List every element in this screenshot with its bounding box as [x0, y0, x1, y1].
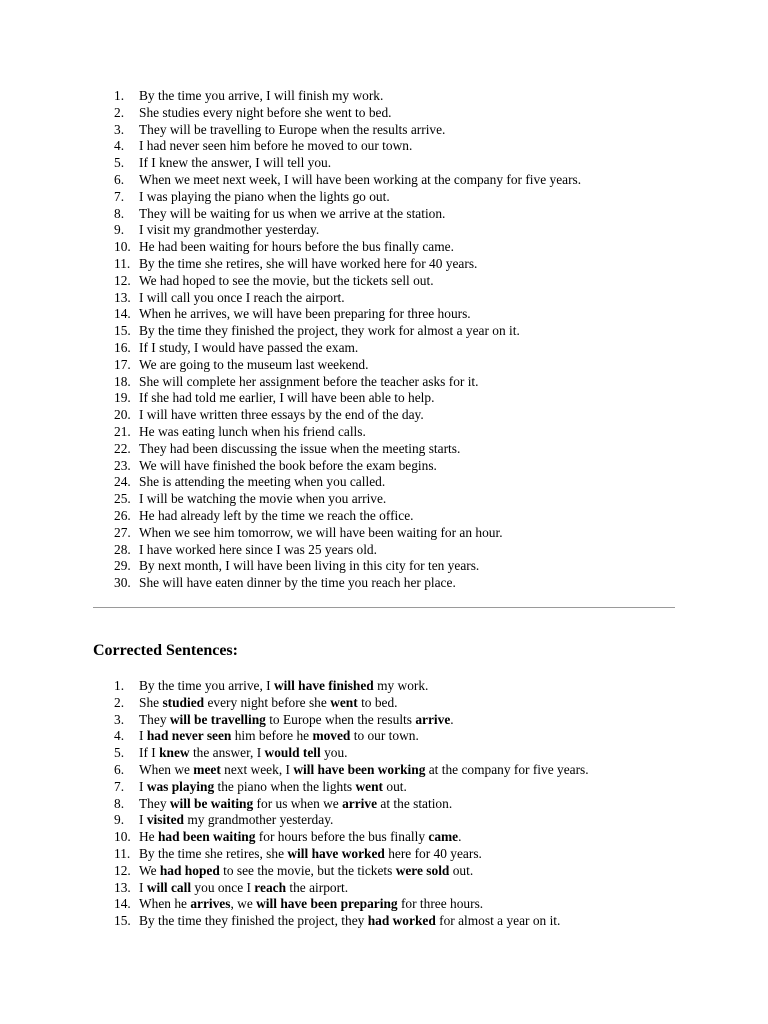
corrected-verb: will have been working — [293, 761, 426, 777]
corrected-sentence-item — [114, 695, 734, 712]
sentence-fragment: to our town. — [350, 728, 419, 744]
corrected-sentences-heading: Corrected Sentences: — [93, 642, 238, 659]
list-number: 8. — [114, 795, 125, 811]
original-sentence-item — [114, 122, 734, 139]
list-number: 23. — [114, 457, 131, 473]
sentence-fragment: By the time they finished the project, they — [139, 913, 368, 929]
sentence-fragment: my grandmother yesterday. — [184, 812, 334, 828]
sentence-text: By the time they finished the project, they work for almost a year on it. — [139, 323, 520, 339]
sentence-text — [139, 829, 461, 846]
sentence-fragment: When we — [139, 761, 194, 777]
sentence-fragment: you. — [320, 745, 348, 761]
original-sentence-item — [114, 424, 734, 441]
list-number: 26. — [114, 507, 131, 523]
sentence-fragment: at the station. — [377, 795, 453, 811]
sentence-text: If I knew the answer, I will tell you. — [139, 155, 332, 171]
sentence-text: If she had told me earlier, I will have been able to help. — [139, 390, 435, 406]
corrected-verb: meet — [193, 761, 221, 777]
sentence-text: They had been discussing the issue when the meeting starts. — [139, 440, 461, 456]
list-number: 15. — [114, 323, 131, 339]
corrected-sentence-item — [114, 863, 734, 880]
sentence-fragment: By the time you arrive, I — [139, 678, 274, 693]
sentence-text: We will have finished the book before the exam begins. — [139, 457, 437, 473]
list-number: 19. — [114, 390, 131, 406]
corrected-sentence-item — [114, 678, 734, 695]
sentence-text — [139, 745, 348, 762]
sentence-fragment: , we — [230, 896, 257, 912]
sentence-text — [139, 695, 398, 712]
sentence-text — [139, 678, 428, 695]
original-sentence-item — [114, 88, 734, 105]
sentence-fragment: to see the movie, but the tickets — [219, 862, 396, 878]
section-divider — [93, 607, 675, 608]
list-number: 17. — [114, 356, 131, 372]
original-sentence-item — [114, 575, 734, 592]
sentence-fragment: the answer, I — [189, 745, 265, 761]
sentence-fragment: for three hours. — [397, 896, 484, 912]
sentence-fragment: When he — [139, 896, 191, 912]
list-number: 2. — [114, 104, 125, 120]
original-sentence-item — [114, 172, 734, 189]
sentence-fragment: We — [139, 862, 160, 878]
corrected-verb: will have worked — [287, 845, 385, 861]
corrected-verb: had hoped — [159, 862, 220, 878]
sentence-text: When we see him tomorrow, we will have been waiting for an hour. — [139, 524, 503, 540]
corrected-verb: arrive — [415, 711, 451, 727]
sentence-text: We had hoped to see the movie, but the tickets sell out. — [139, 272, 434, 288]
list-number: 14. — [114, 306, 131, 322]
list-number: 1. — [114, 678, 125, 693]
corrected-sentence-item — [114, 712, 734, 729]
list-number: 4. — [114, 728, 125, 744]
corrected-sentence-item — [114, 796, 734, 813]
original-sentence-item — [114, 374, 734, 391]
sentence-text: By the time she retires, she will have worked here for 40 years. — [139, 255, 478, 271]
corrected-verb: went — [330, 694, 358, 710]
sentence-text: They will be waiting for us when we arrive at the station. — [139, 205, 446, 221]
original-sentence-item — [114, 407, 734, 424]
list-number: 24. — [114, 474, 131, 490]
sentence-text — [139, 896, 483, 913]
sentence-text: She will have eaten dinner by the time you reach her place. — [139, 575, 456, 591]
sentence-text: She will complete her assignment before the teacher asks for it. — [139, 373, 479, 389]
sentence-fragment: for almost a year on it. — [435, 913, 561, 929]
original-sentence-item — [114, 441, 734, 458]
sentence-text: I will be watching the movie when you arrive. — [139, 491, 387, 507]
list-number: 7. — [114, 188, 125, 204]
list-number: 2. — [114, 694, 125, 710]
sentence-text: By next month, I will have been living in this city for ten years. — [139, 558, 480, 574]
sentence-fragment: They — [139, 711, 170, 727]
sentence-fragment: I — [139, 728, 147, 744]
sentence-text: By the time you arrive, I will finish my work. — [139, 88, 384, 103]
corrected-verb: knew — [159, 745, 190, 761]
sentence-fragment: She — [139, 694, 163, 710]
sentence-text: I will call you once I reach the airport. — [139, 289, 345, 305]
list-number: 5. — [114, 155, 125, 171]
sentence-text — [139, 712, 454, 729]
original-sentence-item — [114, 525, 734, 542]
corrected-verb: will call — [146, 879, 192, 895]
original-sentence-item — [114, 138, 734, 155]
list-number: 6. — [114, 761, 125, 777]
sentence-text: She studies every night before she went to bed. — [139, 104, 392, 120]
sentence-fragment: They — [139, 795, 170, 811]
list-number: 28. — [114, 541, 131, 557]
list-number: 22. — [114, 440, 131, 456]
list-number: 4. — [114, 138, 125, 154]
sentence-text: They will be travelling to Europe when the results arrive. — [139, 121, 446, 137]
sentence-fragment: I — [139, 812, 147, 828]
sentence-fragment: By the time she retires, she — [139, 845, 288, 861]
original-sentence-item — [114, 323, 734, 340]
sentence-text — [139, 796, 452, 813]
original-sentence-item — [114, 155, 734, 172]
sentence-fragment: If I — [139, 745, 160, 761]
list-number: 25. — [114, 491, 131, 507]
sentence-text — [139, 762, 589, 779]
original-sentence-item — [114, 273, 734, 290]
sentence-text — [139, 880, 348, 897]
original-sentence-item — [114, 290, 734, 307]
list-number: 29. — [114, 558, 131, 574]
sentence-fragment: for us when we — [253, 795, 343, 811]
original-sentence-item — [114, 206, 734, 223]
original-sentence-item — [114, 558, 734, 575]
list-number: 13. — [114, 879, 131, 895]
list-number: 10. — [114, 829, 131, 845]
list-number: 11. — [114, 255, 131, 271]
list-number: 3. — [114, 121, 125, 137]
sentence-text: We are going to the museum last weekend. — [139, 356, 369, 372]
sentence-fragment: at the company for five years. — [425, 761, 589, 777]
list-number: 15. — [114, 913, 131, 929]
corrected-sentence-item — [114, 728, 734, 745]
corrected-verb: had worked — [367, 913, 436, 929]
corrected-verb: moved — [312, 728, 351, 744]
sentence-text — [139, 812, 333, 829]
corrected-sentence-item — [114, 896, 734, 913]
original-sentence-item — [114, 340, 734, 357]
list-number: 9. — [114, 812, 125, 828]
corrected-verb: reach — [254, 879, 287, 895]
corrected-verb: will have finished — [274, 678, 374, 693]
sentence-fragment: to bed. — [357, 694, 398, 710]
corrected-sentence-item — [114, 880, 734, 897]
corrected-verb: went — [355, 778, 384, 794]
list-number: 12. — [114, 272, 131, 288]
corrected-verb: will be travelling — [169, 711, 266, 727]
corrected-verb: had never seen — [146, 728, 232, 744]
list-number: 10. — [114, 239, 131, 255]
corrected-sentence-item — [114, 745, 734, 762]
sentence-fragment: the piano when the lights — [214, 778, 356, 794]
sentence-text — [139, 913, 560, 930]
list-number: 13. — [114, 289, 131, 305]
original-sentence-item — [114, 542, 734, 559]
sentence-fragment: I — [139, 879, 147, 895]
list-number: 7. — [114, 778, 125, 794]
list-number: 27. — [114, 524, 131, 540]
sentence-fragment: my work. — [373, 678, 429, 693]
list-number: 6. — [114, 171, 125, 187]
sentence-fragment: here for 40 years. — [384, 845, 482, 861]
original-sentence-item — [114, 222, 734, 239]
original-sentence-item — [114, 491, 734, 508]
original-sentence-item — [114, 306, 734, 323]
corrected-verb: will be waiting — [169, 795, 254, 811]
list-number: 12. — [114, 862, 131, 878]
corrected-verb: were sold — [395, 862, 450, 878]
sentence-text — [139, 728, 419, 745]
corrected-sentence-item — [114, 829, 734, 846]
corrected-verb: studied — [162, 694, 205, 710]
sentence-text: I visit my grandmother yesterday. — [139, 222, 320, 238]
sentence-text: When we meet next week, I will have been working at the company for five years. — [139, 171, 582, 187]
original-sentence-item — [114, 256, 734, 273]
sentence-text: She is attending the meeting when you called. — [139, 474, 386, 490]
sentence-fragment: you once I — [191, 879, 255, 895]
original-sentence-item — [114, 189, 734, 206]
original-sentence-item — [114, 458, 734, 475]
list-number: 5. — [114, 745, 125, 761]
corrected-verb: had been waiting — [157, 829, 256, 845]
sentence-text: If I study, I would have passed the exam. — [139, 339, 359, 355]
corrected-verb: arrive — [342, 795, 378, 811]
sentence-text: He had already left by the time we reach the office. — [139, 507, 414, 523]
corrected-verb: will have been preparing — [256, 896, 398, 912]
sentence-fragment: out. — [383, 778, 407, 794]
list-number: 14. — [114, 896, 131, 912]
original-sentences-list — [114, 88, 734, 592]
corrected-sentences-list — [114, 678, 734, 930]
sentence-fragment: for hours before the bus finally — [255, 829, 429, 845]
sentence-text: When he arrives, we will have been preparing for three hours. — [139, 306, 471, 322]
sentence-fragment: the airport. — [286, 879, 349, 895]
sentence-text: He had been waiting for hours before the bus finally came. — [139, 239, 454, 255]
sentence-text: He was eating lunch when his friend calls. — [139, 423, 366, 439]
sentence-fragment: He — [139, 829, 158, 845]
sentence-text: I had never seen him before he moved to our town. — [139, 138, 413, 154]
sentence-fragment: . — [458, 829, 462, 845]
sentence-fragment: . — [450, 711, 454, 727]
original-sentence-item — [114, 390, 734, 407]
original-sentence-item — [114, 474, 734, 491]
corrected-sentence-item — [114, 779, 734, 796]
corrected-verb: would tell — [264, 745, 321, 761]
original-sentence-item — [114, 105, 734, 122]
sentence-fragment: out. — [449, 862, 474, 878]
list-number: 1. — [114, 88, 125, 103]
list-number: 20. — [114, 407, 131, 423]
list-number: 8. — [114, 205, 125, 221]
corrected-verb: was playing — [146, 778, 215, 794]
list-number: 18. — [114, 373, 131, 389]
sentence-fragment: every night before she — [204, 694, 331, 710]
original-sentence-item — [114, 239, 734, 256]
list-number: 30. — [114, 575, 131, 591]
list-number: 21. — [114, 423, 131, 439]
corrected-verb: came — [428, 829, 459, 845]
corrected-sentence-item — [114, 913, 734, 930]
corrected-verb: visited — [146, 812, 185, 828]
sentence-fragment: him before he — [231, 728, 313, 744]
original-sentence-item — [114, 508, 734, 525]
corrected-sentence-item — [114, 846, 734, 863]
sentence-text: I will have written three essays by the end of the day. — [139, 407, 424, 423]
list-number: 11. — [114, 845, 131, 861]
sentence-fragment: to Europe when the results — [265, 711, 416, 727]
corrected-sentence-item — [114, 812, 734, 829]
original-sentence-item — [114, 357, 734, 374]
sentence-text: I was playing the piano when the lights go out. — [139, 188, 390, 204]
list-number: 16. — [114, 339, 131, 355]
sentence-text — [139, 863, 473, 880]
list-number: 9. — [114, 222, 125, 238]
sentence-text — [139, 846, 482, 863]
sentence-fragment: next week, I — [220, 761, 294, 777]
list-number: 3. — [114, 711, 125, 727]
sentence-text — [139, 779, 407, 796]
sentence-fragment: I — [139, 778, 147, 794]
sentence-text: I have worked here since I was 25 years old. — [139, 541, 377, 557]
corrected-verb: arrives — [190, 896, 231, 912]
corrected-sentence-item — [114, 762, 734, 779]
